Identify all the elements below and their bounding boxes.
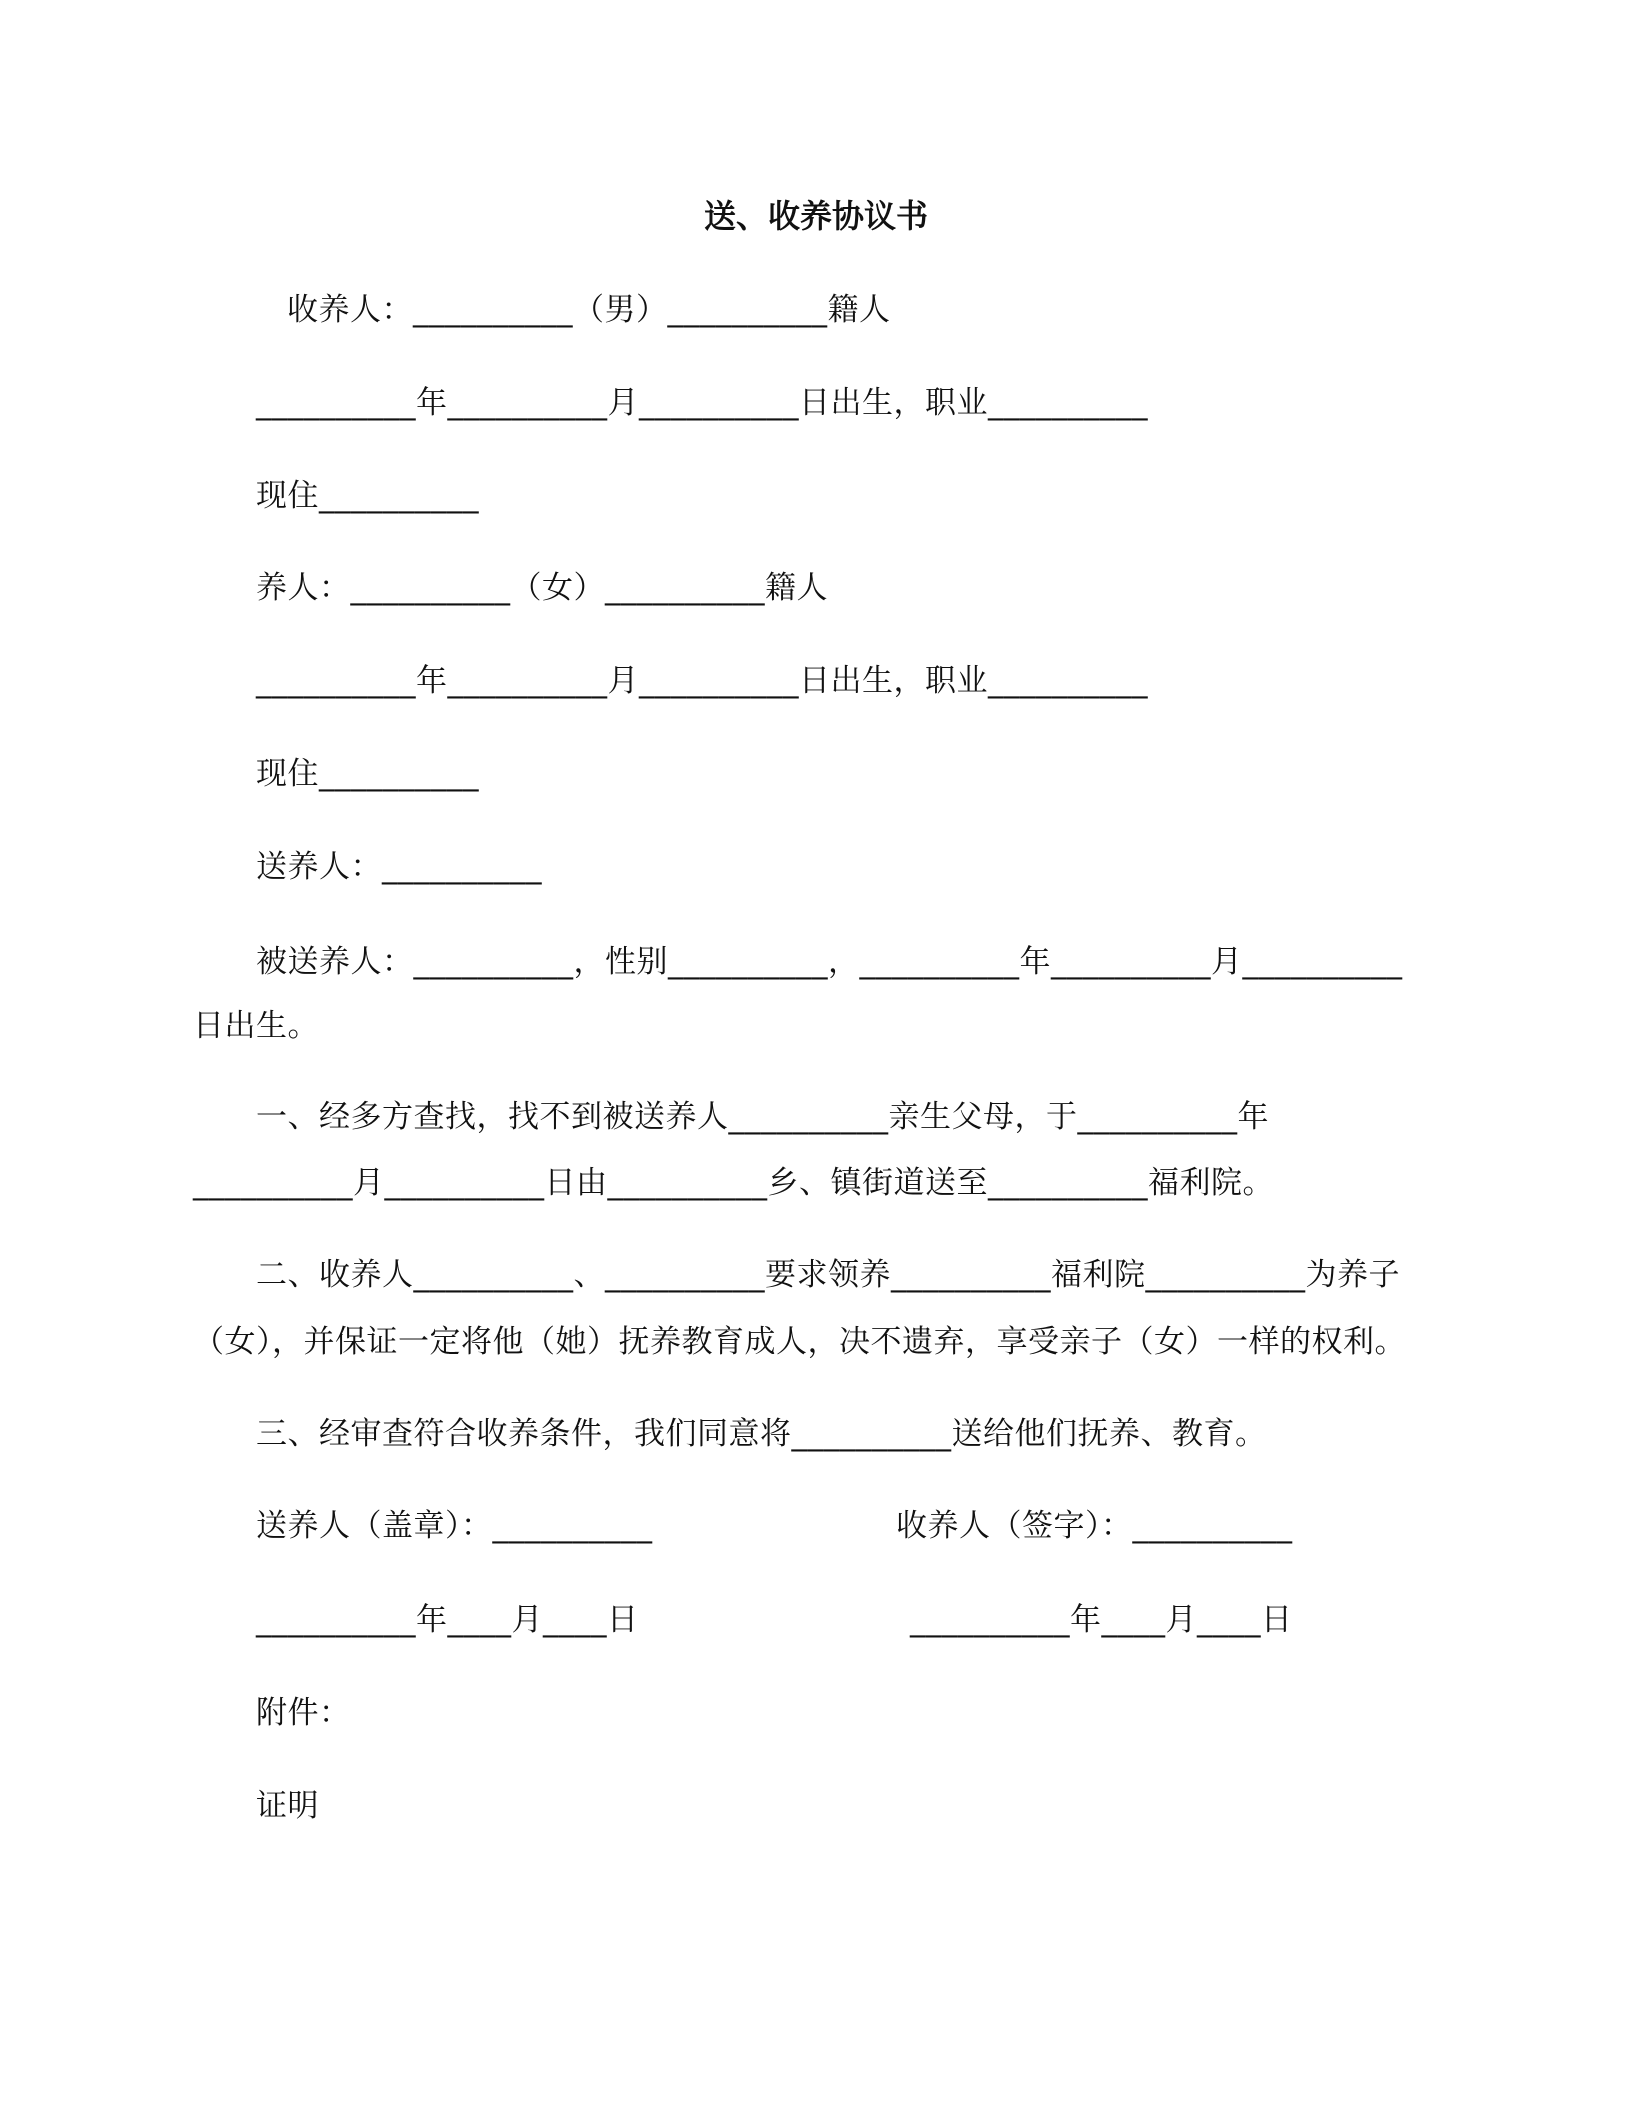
clause-one-line: 一、经多方查找，找不到被送养人__________亲生父母，于__________年 — [256, 1099, 1269, 1135]
placer-line: 送养人：__________ — [256, 849, 542, 885]
adoptee-line: 被送养人：__________，性别__________，__________年__________月__________ — [256, 944, 1403, 980]
proof-label: 证明 — [256, 1788, 319, 1824]
adopter-female-address-line: 现住__________ — [256, 756, 479, 792]
adopter-date: __________年____月____日 — [910, 1602, 1293, 1638]
placer-date: __________年____月____日 — [256, 1602, 639, 1638]
clause-two-line-cont: （女），并保证一定将他（她）抚养教育成人，决不遗弃，享受亲子（女）一样的权利。 — [193, 1324, 1406, 1360]
adopter-signature-label: 收养人（签字）：__________ — [896, 1508, 1293, 1544]
adopter-female-line: 养人：__________（女）__________籍人 — [256, 570, 828, 606]
clause-two-line: 二、收养人__________、__________要求领养__________福利院__________为养子 — [256, 1257, 1400, 1293]
adopter-female-birth-line: __________年__________月__________日出生，职业__________ — [256, 663, 1148, 699]
adopter-male-birth-line: __________年__________月__________日出生，职业__________ — [256, 385, 1148, 421]
clause-three-line: 三、经审查符合收养条件，我们同意将__________送给他们抚养、教育。 — [256, 1416, 1267, 1452]
adoptee-line-cont: 日出生。 — [193, 1008, 319, 1044]
attachment-label: 附件： — [256, 1695, 351, 1731]
adopter-male-line: 收养人：__________（男）__________籍人 — [287, 292, 891, 328]
clause-one-line-cont: __________月__________日由__________乡、镇街道送至__________福利院。 — [193, 1165, 1274, 1201]
document-title: 送、收养协议书 — [703, 197, 928, 235]
placer-seal-label: 送养人（盖章）：__________ — [256, 1508, 653, 1544]
adopter-male-address-line: 现住__________ — [256, 478, 479, 514]
